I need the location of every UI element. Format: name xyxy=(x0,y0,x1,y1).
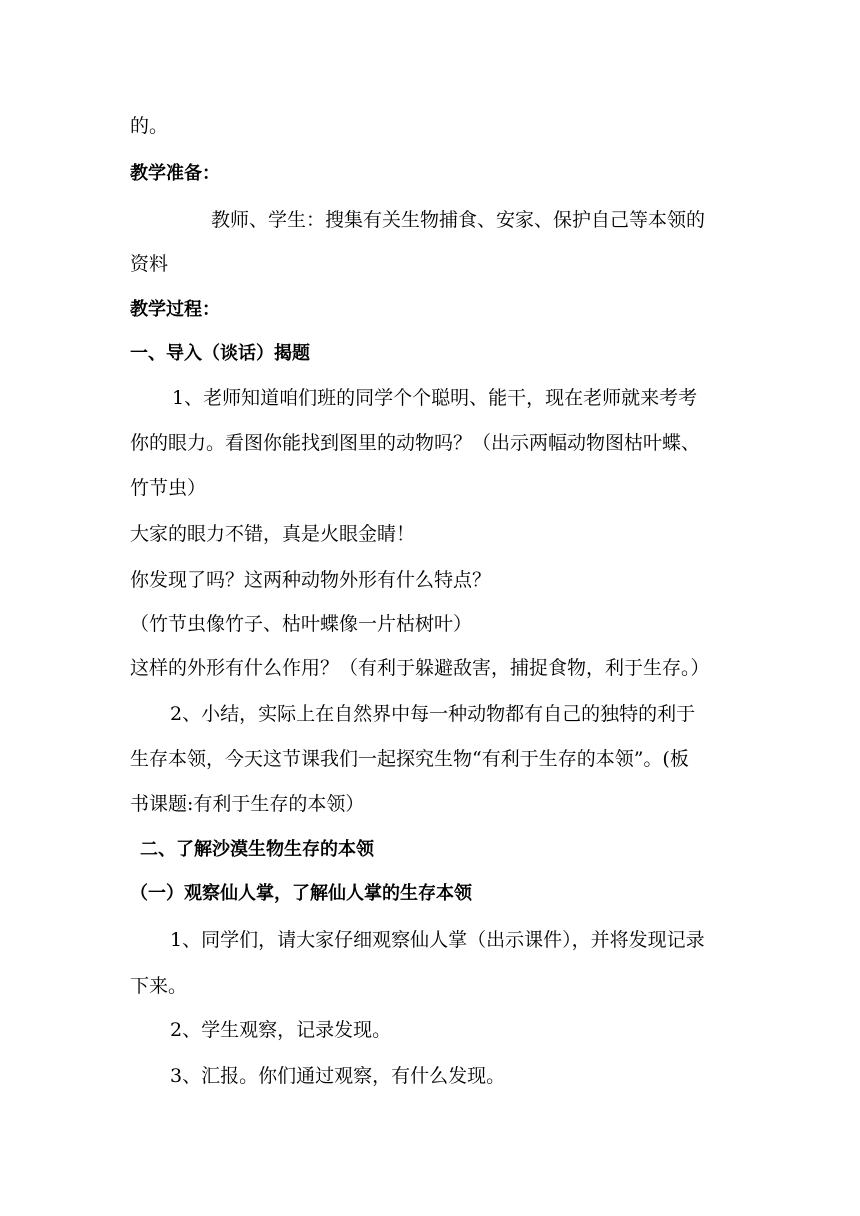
paragraph-line: 下来。 xyxy=(130,975,188,997)
paragraph-line: 这样的外形有什么作用？（有利于躲避敌害，捕捉食物，利于生存。） xyxy=(130,657,710,679)
paragraph-line: 3、汇报。你们通过观察，有什么发现。 xyxy=(170,1065,506,1087)
paragraph-line: 1、同学们，请大家仔细观察仙人掌（出示课件），并将发现记录 xyxy=(170,929,705,951)
heading-subsection-one: （一）观察仙人掌，了解仙人掌的生存本领 xyxy=(130,883,472,904)
paragraph-line: 竹节虫） xyxy=(130,477,207,499)
paragraph-line: 你发现了吗？这两种动物外形有什么特点？ xyxy=(130,569,492,591)
paragraph-line: 1、老师知道咱们班的同学个个聪明、能干，现在老师就来考考 xyxy=(172,387,698,409)
paragraph-line: （竹节虫像竹子、枯叶蝶像一片枯树叶） xyxy=(130,613,473,635)
paragraph-line: 大家的眼力不错，真是火眼金睛！ xyxy=(130,523,416,545)
text-line-preparation: 教师、学生：搜集有关生物捕食、安家、保护自己等本领的 xyxy=(211,209,706,231)
heading-section-two: 二、了解沙漠生物生存的本领 xyxy=(140,839,374,860)
text-line-materials: 资料 xyxy=(130,253,169,275)
paragraph-line: 2、学生观察，记录发现。 xyxy=(170,1019,392,1041)
heading-section-one: 一、导入（谈话）揭题 xyxy=(130,343,310,364)
paragraph-line: 2、小结，实际上在自然界中每一种动物都有自己的独特的利于 xyxy=(170,703,696,725)
heading-teaching-preparation: 教学准备： xyxy=(130,163,220,184)
paragraph-line: 你的眼力。看图你能找到图里的动物吗？（出示两幅动物图枯叶蝶、 xyxy=(130,432,701,454)
heading-teaching-process: 教学过程： xyxy=(130,299,220,320)
paragraph-line: 生存本领，今天这节课我们一起探究生物“有利于生存的本领”。(板 xyxy=(130,748,689,770)
text-line-continuation: 的。 xyxy=(130,115,169,137)
paragraph-line: 书课题:有利于生存的本领） xyxy=(130,793,365,815)
